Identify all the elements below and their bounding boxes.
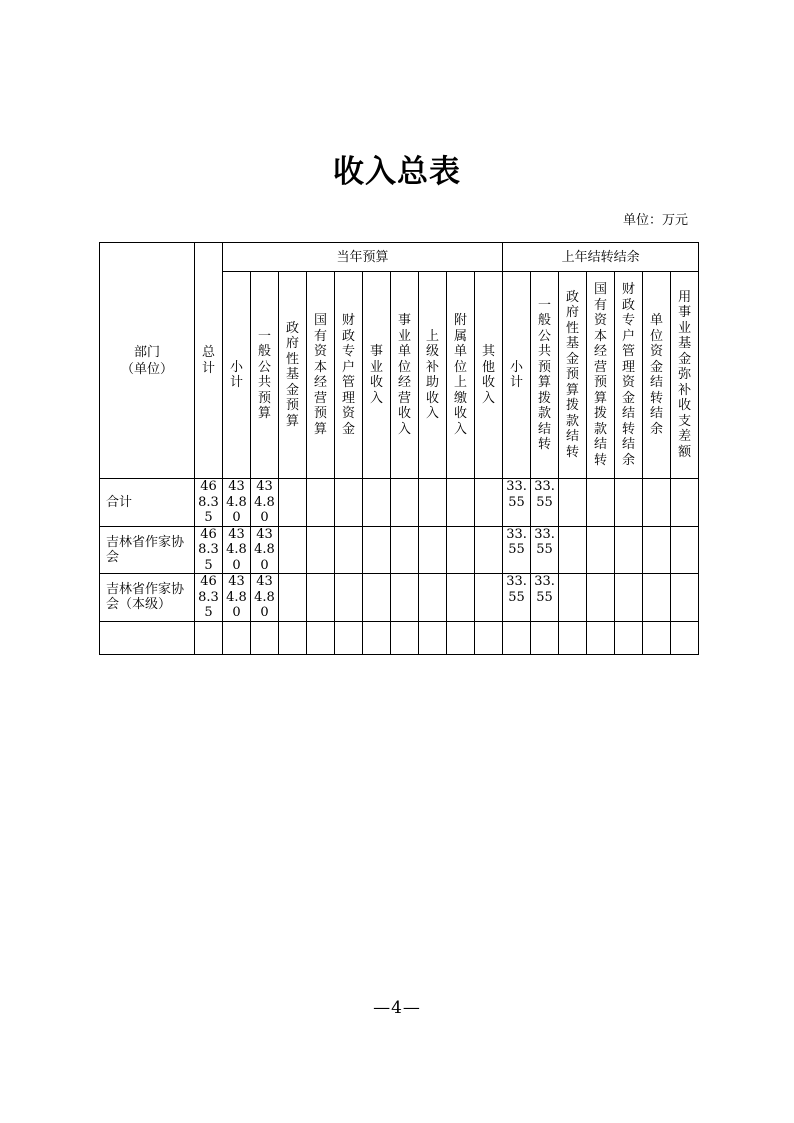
header-prior-col: 政府性基金预算拨款结转 <box>566 289 580 460</box>
current-general-value: 434.80 <box>254 526 275 573</box>
current-general-value: 434.80 <box>254 479 275 525</box>
row-label: 吉林省作家协会（本级） <box>100 574 195 622</box>
header-cur-col: 国有资本经营预算 <box>314 313 328 437</box>
total-value: 468.35 <box>198 526 219 573</box>
current-subtotal-value: 434.80 <box>226 479 247 525</box>
header-cur-col: 附属单位上缴收入 <box>454 313 468 437</box>
header-cur-col: 上级补助收入 <box>426 328 440 421</box>
header-prior-col: 小计 <box>510 359 524 390</box>
header-cur-col: 事业单位经营收入 <box>398 313 412 437</box>
table-row <box>100 526 699 574</box>
header-group-prior: 上年结转结余 <box>503 243 699 272</box>
header-prior-col: 一般公共预算拨款结转 <box>538 297 552 452</box>
page-title: 收入总表 <box>333 154 461 190</box>
row-label: 合计 <box>100 479 195 527</box>
table-row <box>100 574 699 622</box>
current-subtotal-value: 434.80 <box>226 526 247 573</box>
prior-general-value: 33.55 <box>534 574 555 605</box>
unit-label: 单位：万元 <box>622 213 688 228</box>
table-row <box>100 479 699 527</box>
header-prior-col: 单位资金结转结余 <box>650 313 664 437</box>
header-cur-col: 其他收入 <box>482 344 496 406</box>
prior-subtotal-value: 33.55 <box>506 479 527 510</box>
header-prior-col: 国有资本经营预算拨款结转 <box>594 282 608 468</box>
header-cur-col: 小计 <box>230 359 244 390</box>
header-group-current: 当年预算 <box>223 243 503 272</box>
header-dept-label: 部门 （单位） <box>120 344 173 377</box>
row-label <box>100 621 195 654</box>
total-value: 468.35 <box>198 479 219 525</box>
header-total <box>195 243 223 479</box>
page-number: —4— <box>373 998 421 1018</box>
header-cur-col: 财政专户管理资金 <box>342 313 356 437</box>
header-prior-col: 用事业基金弥补收支差额 <box>678 289 692 460</box>
header-total-label: 总计 <box>202 345 216 376</box>
income-summary-table <box>99 242 699 655</box>
row-label: 吉林省作家协会 <box>100 526 195 574</box>
current-subtotal-value: 434.80 <box>226 574 247 620</box>
header-cur-col: 一般公共预算 <box>258 328 272 421</box>
prior-general-value: 33.55 <box>534 479 555 510</box>
header-cur-col: 事业收入 <box>370 344 384 406</box>
header-dept <box>100 243 195 479</box>
current-general-value: 434.80 <box>254 574 275 620</box>
header-cur-col: 政府性基金预算 <box>286 320 300 429</box>
table-row <box>100 621 699 654</box>
total-value: 468.35 <box>198 574 219 620</box>
prior-subtotal-value: 33.55 <box>506 526 527 557</box>
prior-general-value: 33.55 <box>534 526 555 557</box>
prior-subtotal-value: 33.55 <box>506 574 527 605</box>
header-prior-col: 财政专户管理资金结转结余 <box>622 282 636 468</box>
